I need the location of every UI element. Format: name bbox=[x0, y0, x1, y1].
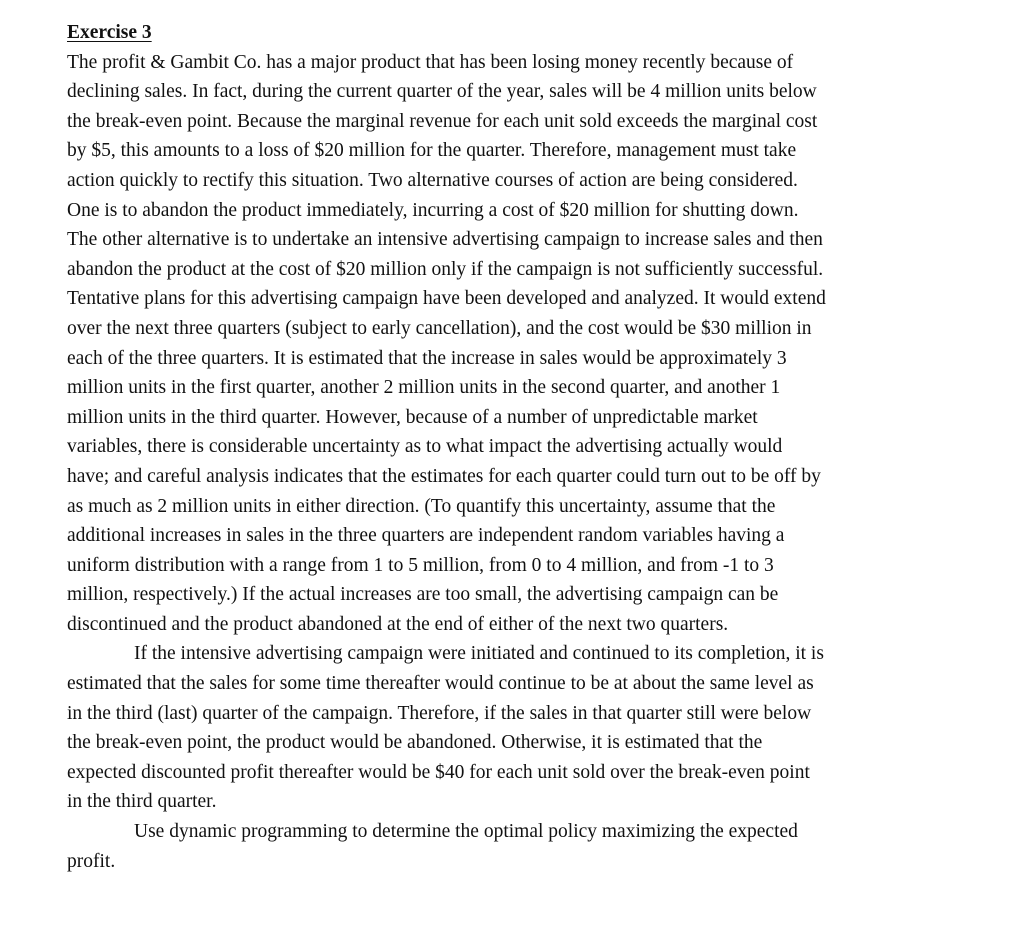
text-line: profit. bbox=[67, 850, 116, 872]
text-line: abandon the product at the cost of $20 million only if the campaign is not sufficiently successful. bbox=[67, 258, 824, 280]
text-line: the break-even point, the product would be abandoned. Otherwise, it is estimated that the bbox=[67, 732, 763, 754]
text-line: Tentative plans for this advertising campaign have been developed and analyzed. It would extend bbox=[67, 288, 826, 310]
paragraph-1 bbox=[67, 48, 967, 640]
exercise-title: Exercise 3 bbox=[67, 22, 152, 43]
text-line: each of the three quarters. It is estimated that the increase in sales would be approximately 3 bbox=[67, 347, 787, 369]
text-line: as much as 2 million units in either direction. (To quantify this uncertainty, assume that the bbox=[67, 495, 776, 517]
text-line: expected discounted profit thereafter would be $40 for each unit sold over the break-even point bbox=[67, 761, 810, 783]
text-line: The profit & Gambit Co. has a major product that has been losing money recently because of bbox=[67, 51, 794, 73]
text-line: million units in the third quarter. However, because of a number of unpredictable market bbox=[67, 406, 758, 428]
text-line: estimated that the sales for some time thereafter would continue to be at about the same level as bbox=[67, 673, 814, 695]
text-line: million units in the first quarter, another 2 million units in the second quarter, and another 1 bbox=[67, 377, 781, 399]
text-line: uniform distribution with a range from 1 to 5 million, from 0 to 4 million, and from -1 to 3 bbox=[67, 554, 774, 576]
text-line: One is to abandon the product immediately, incurring a cost of $20 million for shutting down. bbox=[67, 199, 799, 221]
text-line: The other alternative is to undertake an intensive advertising campaign to increase sales and then bbox=[67, 229, 823, 251]
text-line: action quickly to rectify this situation. Two alternative courses of action are being considered. bbox=[67, 169, 798, 191]
text-line: additional increases in sales in the three quarters are independent random variables having a bbox=[67, 525, 785, 547]
text-line: million, respectively.) If the actual increases are too small, the advertising campaign can be bbox=[67, 584, 779, 606]
text-line: in the third (last) quarter of the campaign. Therefore, if the sales in that quarter still were below bbox=[67, 702, 812, 724]
text-line: in the third quarter. bbox=[67, 791, 217, 813]
paragraph-2 bbox=[67, 639, 967, 817]
paragraph-3 bbox=[67, 817, 967, 876]
text-line: declining sales. In fact, during the current quarter of the year, sales will be 4 million units below bbox=[67, 81, 817, 103]
text-line: variables, there is considerable uncertainty as to what impact the advertising actually would bbox=[67, 436, 783, 458]
text-line: by $5, this amounts to a loss of $20 million for the quarter. Therefore, management must take bbox=[67, 140, 797, 162]
text-line: the break-even point. Because the marginal revenue for each unit sold exceeds the marginal cost bbox=[67, 110, 818, 132]
text-line: Use dynamic programming to determine the optimal policy maximizing the expected bbox=[134, 821, 798, 843]
text-line: If the intensive advertising campaign were initiated and continued to its completion, it is bbox=[134, 643, 824, 665]
text-line: over the next three quarters (subject to early cancellation), and the cost would be $30 million in bbox=[67, 317, 812, 339]
text-line: have; and careful analysis indicates that the estimates for each quarter could turn out to be off by bbox=[67, 465, 821, 487]
exercise-document bbox=[67, 18, 967, 876]
text-line: discontinued and the product abandoned at the end of either of the next two quarters. bbox=[67, 613, 729, 635]
